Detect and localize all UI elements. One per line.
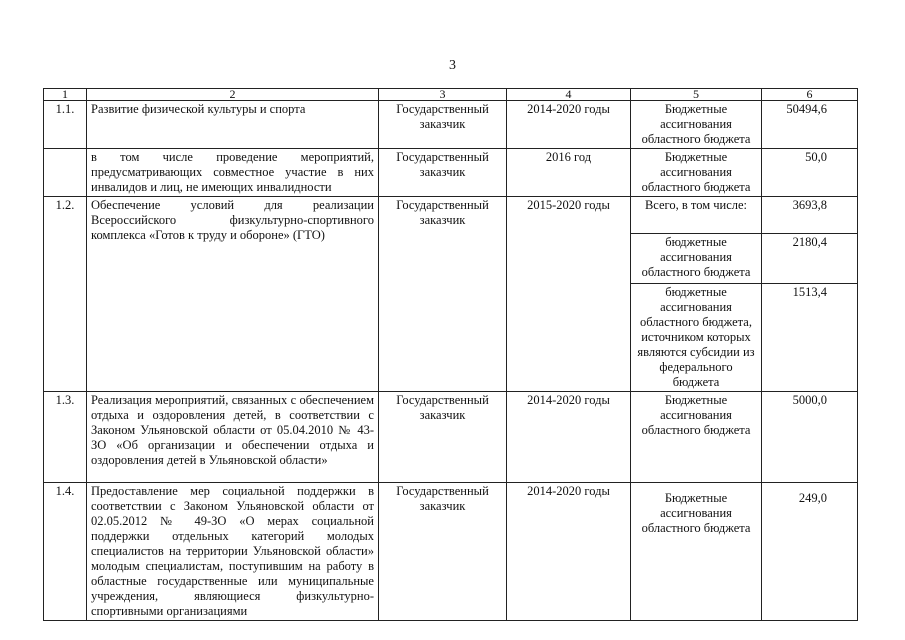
header-cell: 6: [762, 89, 858, 101]
row-customer: Государственный заказчик: [379, 197, 507, 392]
row-years: 2014-2020 годы: [507, 392, 631, 483]
header-cell: 4: [507, 89, 631, 101]
row-amount: 1513,4: [762, 284, 858, 392]
row-description: Реализация мероприятий, связанных с обеспечением отдыха и оздоровления детей, в соответствии с Законом Ульяновской области от 05.04.2010 № 43-ЗО «Об организации и обеспечении отдыха и оздоровления детей в Ульяновской области»: [87, 392, 379, 483]
row-source: Бюджетные ассигнования областного бюджета: [631, 101, 762, 149]
row-amount: 5000,0: [762, 392, 858, 483]
row-number: 1.1.: [44, 101, 87, 149]
row-years: 2014-2020 годы: [507, 101, 631, 149]
row-number: 1.2.: [44, 197, 87, 392]
row-source: бюджетные ассигнования областного бюджета, источником которых являются субсидии из федерального бюджета: [631, 284, 762, 392]
header-cell: 1: [44, 89, 87, 101]
row-description: Предоставление мер социальной поддержки в соответствии с Законом Ульяновской области от 02.05.2012 № 49-ЗО «О мерах социальной поддержки отдельных категорий молодых специалистов на территории Ульяновской области» молодым специалистам, поступившим на работу в областные государственные или муниципальные учреждения, являющиеся физкультурно-спортивными организациями: [87, 483, 379, 621]
row-customer: Государственный заказчик: [379, 483, 507, 621]
header-cell: 5: [631, 89, 762, 101]
program-table: [43, 88, 858, 621]
table-row: [44, 149, 858, 197]
header-cell: 2: [87, 89, 379, 101]
row-amount: 50,0: [762, 149, 858, 197]
header-row: [44, 89, 858, 101]
row-number: 1.3.: [44, 392, 87, 483]
row-amount: 50494,6: [762, 101, 858, 149]
row-customer: Государственный заказчик: [379, 101, 507, 149]
page-number: 3: [449, 58, 456, 73]
row-years: 2016 год: [507, 149, 631, 197]
row-amount: 3693,8: [762, 197, 858, 234]
table-row: [44, 197, 858, 234]
row-source: Всего, в том числе:: [631, 197, 762, 234]
row-source: бюджетные ассигнования областного бюджета: [631, 234, 762, 284]
row-years: 2015-2020 годы: [507, 197, 631, 392]
row-description: Развитие физической культуры и спорта: [87, 101, 379, 149]
row-customer: Государственный заказчик: [379, 392, 507, 483]
row-number: [44, 149, 87, 197]
row-years: 2014-2020 годы: [507, 483, 631, 621]
table-row: [44, 392, 858, 483]
row-source: Бюджетные ассигнования областного бюджета: [631, 483, 762, 621]
row-description: в том числе проведение мероприятий, предусматривающих совместное участие в них инвалидов и лиц, не имеющих инвалидности: [87, 149, 379, 197]
row-number: 1.4.: [44, 483, 87, 621]
row-source: Бюджетные ассигнования областного бюджета: [631, 392, 762, 483]
row-source: Бюджетные ассигнования областного бюджета: [631, 149, 762, 197]
table-row: [44, 483, 858, 621]
row-customer: Государственный заказчик: [379, 149, 507, 197]
header-cell: 3: [379, 89, 507, 101]
row-amount: 2180,4: [762, 234, 858, 284]
row-description: Обеспечение условий для реализации Всероссийского физкультурно-спортивного комплекса «Готов к труду и обороне» (ГТО): [87, 197, 379, 392]
table-row: [44, 101, 858, 149]
row-amount: 249,0: [762, 483, 858, 621]
